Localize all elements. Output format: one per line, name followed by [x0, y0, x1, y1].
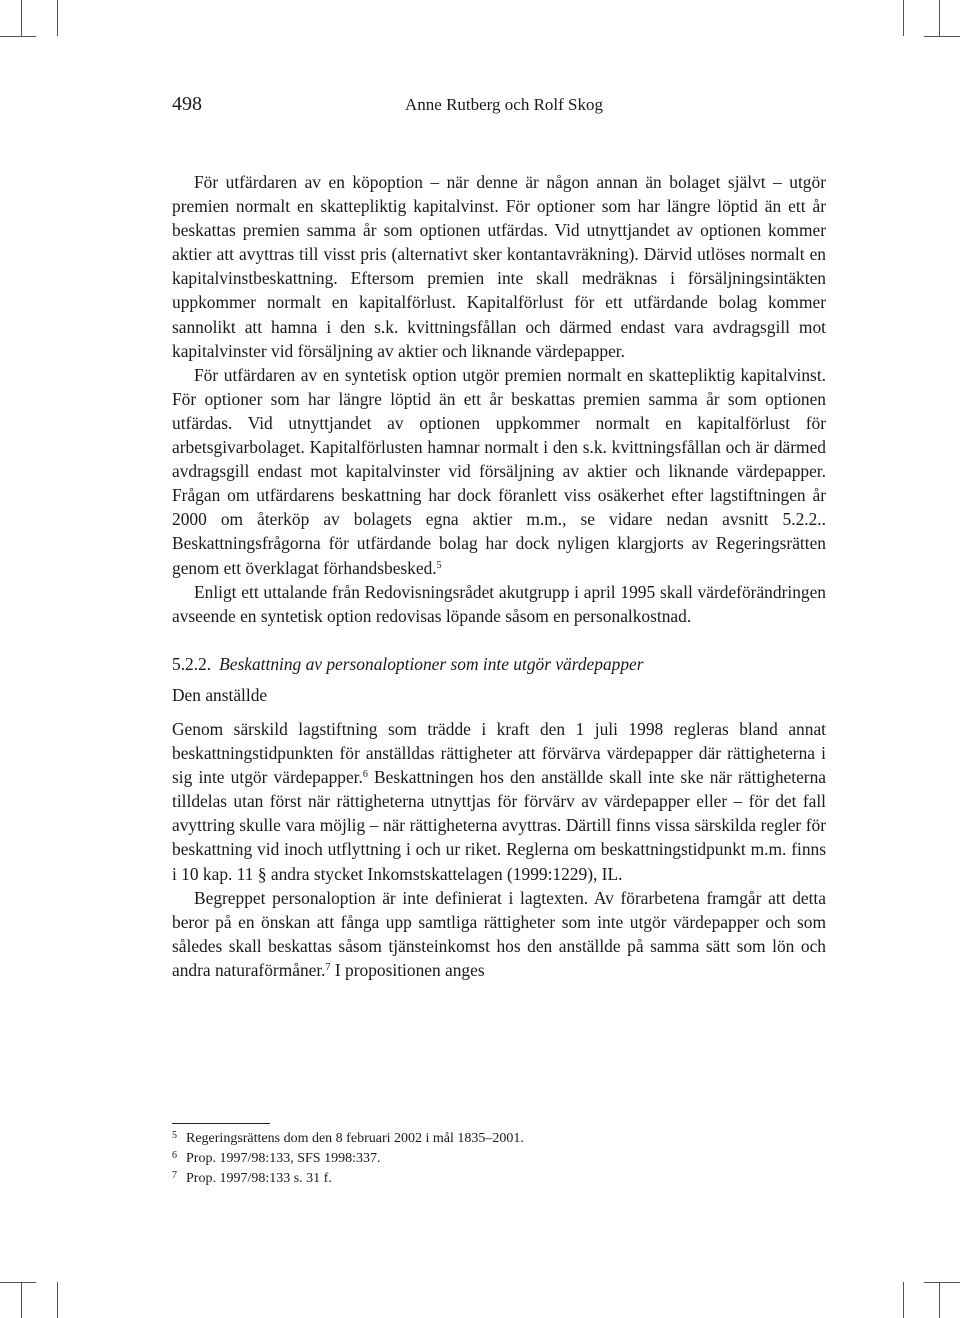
crop-mark — [21, 1282, 22, 1318]
paragraph-text: Beskattningen hos den anställde skall inte ske när rättigheterna tilldelas utan först när rättigheterna utnyttjas för förvärv av värdepapper eller – för det fall avyttring skulle vara möjlig – när rättigheterna avyttras. Därtill finns vissa särskilda regler för beskattning vid inoch utflyttning i och ur riket. Reglerna om beskattningstidpunkt m.m. finns i 10 kap. 11 § andra stycket Inkomstskattelagen (1999:1229), IL. — [172, 767, 826, 884]
footnote: 5 Regeringsrättens dom den 8 februari 2002 i mål 1835–2001. — [172, 1130, 524, 1146]
paragraph-text: I propositionen anges — [330, 959, 485, 980]
paragraph: Enligt ett uttalande från Redovisningsrådet akutgrupp i april 1995 skall värdeförändringen avseende en syntetisk option redovisas löpande såsom en personalkostnad. — [172, 581, 826, 626]
footnote-text: Prop. 1997/98:133, SFS 1998:337. — [186, 1151, 381, 1166]
footnote-ref: 7 — [325, 961, 331, 973]
crop-mark — [57, 0, 58, 36]
body-text — [172, 170, 826, 982]
crop-mark — [903, 0, 904, 36]
paragraph — [172, 717, 826, 886]
running-head: Anne Rutberg och Rolf Skog — [405, 95, 604, 114]
footnote-text: Prop. 1997/98:133 s. 31 f. — [186, 1171, 332, 1186]
footnote: 6 Prop. 1997/98:133, SFS 1998:337. — [172, 1150, 381, 1166]
paragraph-text: Begreppet personaloption är inte definierat i lagtexten. Av förarbetena framgår att detta beror på en önskan att fånga upp samtliga rättigheter som inte utgör värdepapper och som således skall beskattas såsom tjänsteinkomst hos den anställde på samma sätt som lön och andra naturaförmåner. — [172, 887, 826, 980]
crop-mark — [939, 0, 940, 36]
paragraph — [172, 363, 826, 580]
crop-mark — [939, 1282, 940, 1318]
crop-mark — [0, 1282, 36, 1283]
crop-mark — [0, 36, 36, 37]
paragraph-text: För utfärdaren av en syntetisk option utgör premien normalt en skattepliktig kapitalvinst. För optioner som har längre löptid än ett år beskattas premien samma år som optionen utfärdas. Vid utnyttjandet av optionen uppkommer normalt en kapitalförlust för arbetsgivarbolaget. Kapitalförlusten hamnar normalt i den s.k. kvittningsfållan och är därmed avdragsgill endast mot kapitalvinster vid försäljning av aktier och liknande värdepapper. Frågan om utfärdarens beskattning har dock föranlett viss osäkerhet efter lagstiftningen år 2000 om återköp av bolagets egna aktier m.m., se vidare nedan avsnitt 5.2.2.. Beskattningsfrågorna för utfärdande bolag har dock nyligen klargjorts av Regeringsrätten genom ett överklagat förhandsbesked. — [172, 364, 826, 578]
footnotes — [172, 1129, 826, 1189]
page-number: 498 — [172, 93, 202, 115]
section-title: Beskattning av personaloptioner som inte utgör värdepapper — [219, 653, 644, 674]
page-header — [172, 93, 812, 121]
section-number: 5.2.2. — [172, 653, 212, 674]
footnote-text: Regeringsrättens dom den 8 februari 2002 i mål 1835–2001. — [186, 1131, 524, 1146]
paragraph: För utfärdaren av en köpoption – när denne är någon annan än bolaget självt – utgör premien normalt en skattepliktig kapitalvinst. För optioner som har längre löptid än ett år beskattas premien samma år som optionen utfärdas. Vid utnyttjandet av optionen kommer aktier att avyttras till visst pris (alternativt sker kontantavräkning). Därvid utlöses normalt en kapitalvinstbeskattning. Eftersom premien inte skall medräknas i försäljningsintäkten uppkommer normalt en kapitalförlust. Kapitalförlust för ett utfärdande bolag kommer sannolikt att hamna i den s.k. kvittningsfållan och därmed endast vara avdragsgill mot kapitalvinster vid försäljning av aktier och liknande värdepapper. — [172, 172, 826, 361]
footnote: 7 Prop. 1997/98:133 s. 31 f. — [172, 1170, 332, 1186]
paragraph — [172, 886, 826, 982]
section-heading — [172, 652, 826, 676]
crop-mark — [903, 1282, 904, 1318]
footnote-ref: 5 — [436, 559, 442, 571]
paragraph-text: Genom särskild lagstiftning som trädde i kraft den 1 juli 1998 regleras bland annat beskattningstidpunkten för anställdas rättigheter att förvärva värdepapper där rättigheterna i sig inte utgör värdepapper. — [172, 718, 826, 788]
crop-mark — [21, 0, 22, 36]
crop-mark — [57, 1282, 58, 1318]
footnote-divider — [172, 1123, 270, 1124]
crop-mark — [924, 36, 960, 37]
footnote-ref: 6 — [362, 769, 368, 781]
crop-mark — [924, 1282, 960, 1283]
subheading: Den anställde — [172, 684, 268, 705]
